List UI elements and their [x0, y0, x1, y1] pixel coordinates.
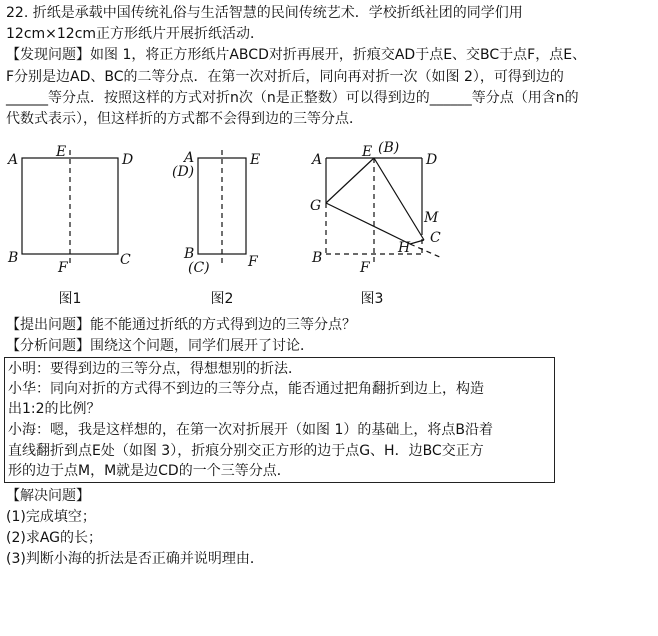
fig3-label-A: A: [312, 152, 323, 168]
dialog-line-3: 出1:2的比例？: [8, 401, 101, 417]
figures: [0, 140, 658, 310]
fig3-label-E: E: [362, 144, 373, 160]
fig1-label-C: C: [120, 252, 131, 268]
analyze-question: 【分析问题】围绕这个问题，同学们展开了讨论．: [6, 338, 314, 354]
figure-1: [6, 144, 133, 276]
fig2-caption: 图2: [210, 291, 234, 307]
fig3-label-F: F: [360, 260, 370, 276]
fig1-label-F: F: [58, 260, 68, 276]
fig1-caption: 图1: [58, 291, 82, 307]
dialog-line-2: 小华：同向对折的方式得不到边的三等分点，能否通过把角翻折到边上，构造: [8, 381, 484, 397]
fig1-label-D: D: [122, 152, 134, 168]
fig2-label-E: E: [250, 152, 261, 168]
raise-question: 【提出问题】能不能通过折纸的方式得到边的三等分点？: [6, 317, 356, 333]
question-3: (3)判断小海的折法是否正确并说明理由．: [6, 551, 264, 567]
solve-heading: 【解决问题】: [6, 488, 90, 504]
fig3-caption: 图3: [360, 291, 384, 307]
problem-line-2: 12cm×12cm正方形纸片开展折纸活动．: [6, 26, 265, 42]
dialog-line-5: 直线翻折到点E处（如图 3），折痕分别交正方形的边于点G、H．边BC交正方: [8, 443, 484, 459]
fig3-label-C: C: [430, 230, 441, 246]
fig1-label-A: A: [8, 152, 19, 168]
discover-line-3: ______等分点．按照这样的方式对折n次（n是正整数）可以得到边的______等分点（用含n的: [6, 90, 579, 106]
fig3-label-G: G: [310, 198, 322, 214]
dialog-line-6: 形的边于点M，M就是边CD的一个三等分点．: [8, 463, 291, 479]
discover-line-4: 代数式表示），但这样折的方式都不会得到边的三等分点．: [6, 111, 363, 127]
fig3-label-B: B: [312, 250, 323, 266]
discussion-box: [4, 357, 555, 483]
figure-2: [172, 150, 260, 276]
fig3-label-D: D: [426, 152, 438, 168]
fig2-label-F: F: [248, 254, 258, 270]
fig2-label-D: (D): [172, 164, 195, 180]
fig1-label-B: B: [8, 250, 19, 266]
figure-3: [310, 140, 442, 276]
problem-line-1: 22. 折纸是承载中国传统礼俗与生活智慧的民间传统艺术．学校折纸社团的同学们用: [6, 5, 523, 21]
fig2-label-B: B: [184, 246, 195, 262]
fig2-label-A: A: [184, 150, 195, 166]
discover-line-2: F分别是边AD、BC的二等分点．在第一次对折后，同向再对折一次（如图 2），可得到边的: [6, 69, 564, 85]
question-1: (1)完成填空；: [6, 509, 96, 525]
fig2-label-C: (C): [188, 260, 210, 276]
fig3-label-H: H: [398, 240, 411, 256]
fig1-label-E: E: [56, 144, 67, 160]
dialog-line-4: 小海：嗯，我是这样想的，在第一次对折展开（如图 1）的基础上，将点B沿着: [8, 422, 493, 438]
dialog-line-1: 小明：要得到边的三等分点，得想想别的折法．: [8, 361, 302, 377]
fig3-label-M: M: [424, 210, 439, 226]
question-2: (2)求AG的长；: [6, 530, 103, 546]
discover-line-1: 【发现问题】如图 1，将正方形纸片ABCD对折再展开，折痕交AD于点E、交BC于点F，点E、: [6, 47, 587, 63]
fig3-label-Bprime: (B): [378, 140, 400, 156]
